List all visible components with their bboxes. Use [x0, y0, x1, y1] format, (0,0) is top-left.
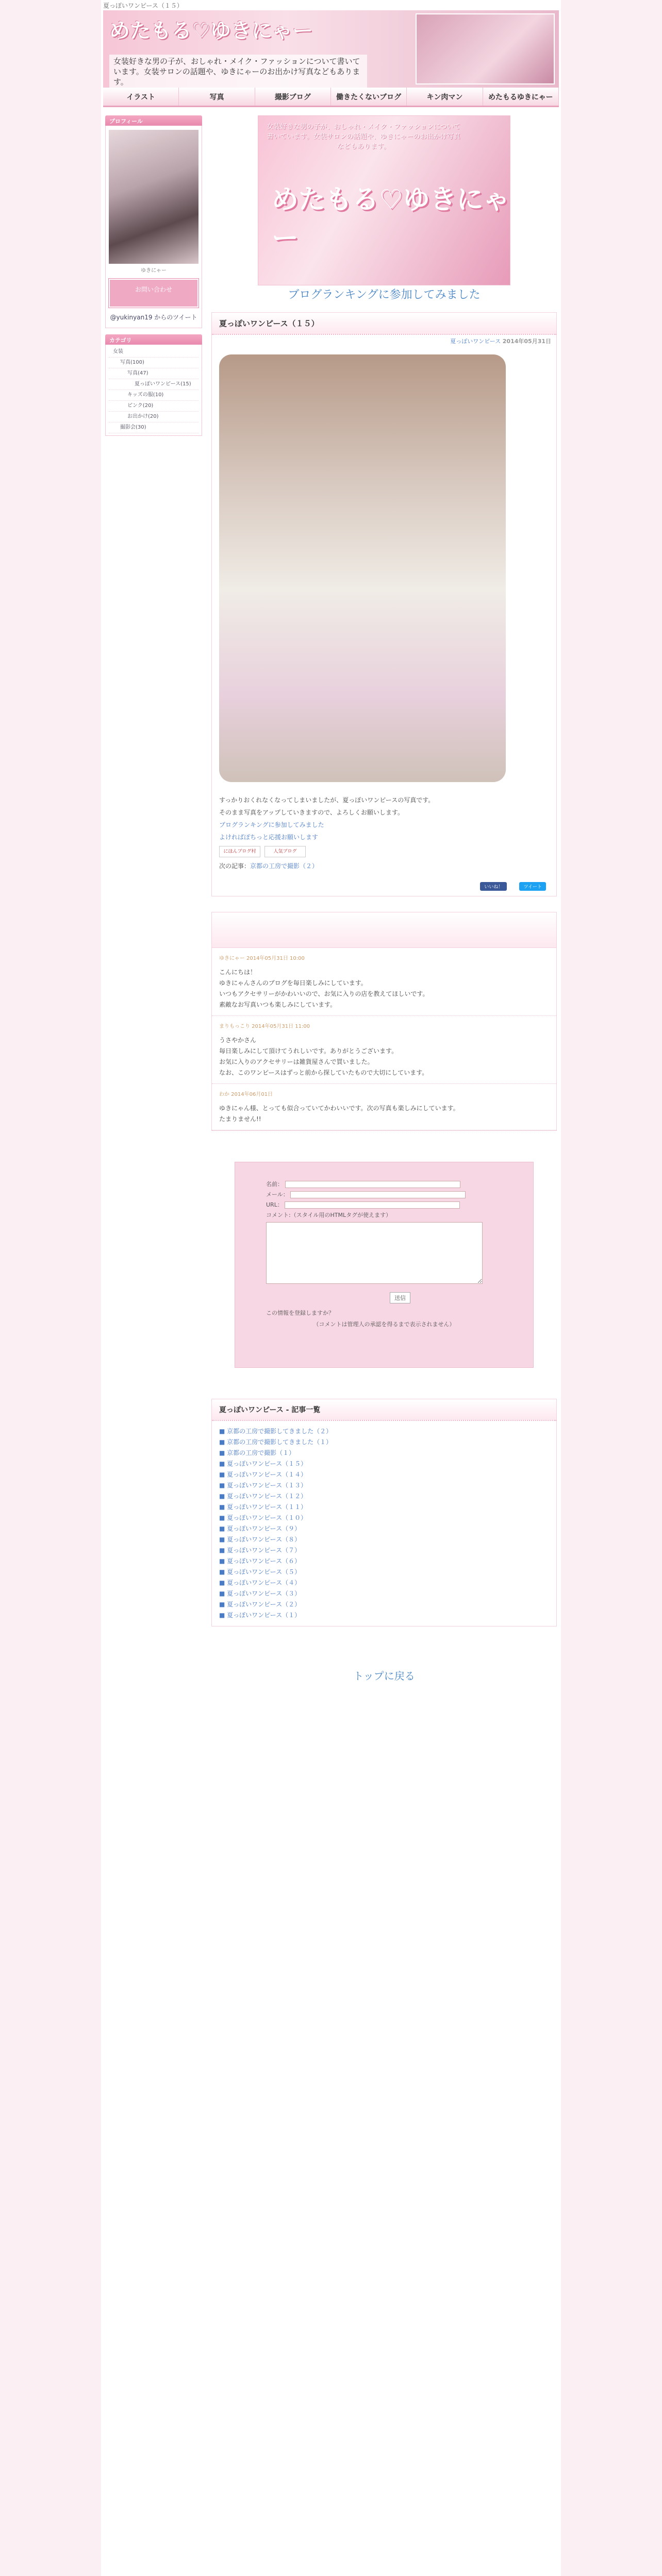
ranking-banner[interactable]: 人気ブログ: [264, 846, 306, 857]
contact-button[interactable]: お問い合わせ: [109, 279, 198, 308]
global-nav: [103, 88, 559, 107]
related-article-link[interactable]: ■ 京都の工房で撮影してきました（１）: [219, 1438, 333, 1446]
category-item[interactable]: ピンク(20): [109, 401, 198, 412]
mail-field[interactable]: [290, 1191, 466, 1198]
comment-text: なお、このワンピースはずっと前から探していたもので大切にしています。: [219, 1069, 428, 1076]
comment-form: [235, 1162, 534, 1368]
comment-text: 毎日楽しみにして頂けてうれしいです。ありがとうございます。: [219, 1047, 398, 1055]
ranking-banner[interactable]: にほんブログ村: [219, 846, 260, 857]
ranking-text[interactable]: よければぽちっと応援お願いします: [219, 834, 319, 841]
related-article-link[interactable]: ■ 夏っぽいワンピース（７）: [219, 1547, 301, 1554]
article-text: そのまま写真をアップしていきますので、よろしくお願いします。: [219, 809, 404, 816]
comment-text: ゆきにゃん様、とっても似合っていてかわいいです。次の写真も楽しみにしています。: [219, 1105, 459, 1112]
comment-text: お気に入りのアクセサリーは雑貨屋さんで買いました。: [219, 1058, 374, 1065]
related-article-link[interactable]: ■ 夏っぽいワンピース（４）: [219, 1579, 301, 1586]
comment: [212, 1084, 556, 1130]
related-article-link[interactable]: ■ 夏っぽいワンピース（１０）: [219, 1514, 307, 1521]
header: [103, 10, 559, 88]
category-item[interactable]: 女装: [109, 347, 198, 358]
related-article-link[interactable]: ■ 夏っぽいワンピース（３）: [219, 1590, 301, 1597]
related-title: 夏っぽいワンピース - 記事一覧: [212, 1399, 556, 1421]
related-article-link[interactable]: ■ 京都の工房で撮影してきました（２）: [219, 1428, 333, 1435]
facebook-like-button[interactable]: いいね！: [480, 882, 507, 891]
related-articles: [211, 1399, 557, 1626]
comment-text: うさやかさん: [219, 1037, 257, 1044]
related-article-link[interactable]: ■ 夏っぽいワンピース（９）: [219, 1525, 301, 1532]
nav-item[interactable]: イラスト: [103, 88, 179, 106]
related-article-link[interactable]: ■ 夏っぽいワンピース（２）: [219, 1601, 301, 1608]
comment-text: たまりません!!: [219, 1115, 261, 1123]
related-article-link[interactable]: ■ 夏っぽいワンピース（１４）: [219, 1471, 307, 1478]
banner-caption[interactable]: ブログランキングに参加してみました: [288, 289, 481, 301]
comment-textarea[interactable]: [266, 1222, 483, 1284]
category-box: [105, 334, 202, 436]
comment-author: まりもっこり 2014年05月31日 11:00: [219, 1024, 310, 1029]
ranking-text[interactable]: ブログランキングに参加してみました: [219, 821, 324, 828]
category-item[interactable]: 夏っぽいワンピース(15): [109, 379, 198, 390]
article-text: すっかりおくれなくなってしまいましたが、夏っぽいワンピースの写真です。: [219, 796, 435, 804]
comment-text: ゆきにゃんさんのブログを毎日楽しみにしています。: [219, 979, 367, 987]
profile-caption: ゆきにゃー: [141, 268, 167, 274]
site-logo[interactable]: めたもる♡ゆきにゃー: [109, 19, 313, 43]
article-category-link[interactable]: 夏っぽいワンピース: [450, 338, 501, 345]
related-article-link[interactable]: ■ 夏っぽいワンピース（１５）: [219, 1460, 307, 1467]
profile-photo: [109, 130, 198, 264]
nav-item[interactable]: 撮影ブログ: [255, 88, 331, 106]
main-content: [211, 115, 557, 1683]
article-photo[interactable]: [219, 354, 506, 782]
category-item[interactable]: お出かけ(20): [109, 412, 198, 422]
salon-banner[interactable]: [258, 115, 510, 285]
remember-label[interactable]: この情報を登録しますか？: [266, 1310, 334, 1316]
related-article-link[interactable]: ■ 夏っぽいワンピース（１）: [219, 1612, 301, 1619]
name-label: 名前：: [266, 1180, 502, 1188]
related-article-link[interactable]: ■ 夏っぽいワンピース（５）: [219, 1568, 301, 1575]
related-article-link[interactable]: ■ 夏っぽいワンピース（１２）: [219, 1493, 307, 1500]
related-article-link[interactable]: ■ 京都の工房で撮影（１）: [219, 1449, 295, 1456]
article: 夏っぽいワンピース（１５） 夏っぽいワンピース 2014年05月31日 すっかりおくれなくなってしまいましたが、夏っぽいワンピースの写真です。 そのまま写真をアップしていきますので、よろしくお願いします。 ブログランキングに参加してみました よければぽちっと応援お願いします にほんブログ村 人気ブログ 次の記事：京都の工房で撮影（２） いいね！ ツイート: [211, 312, 557, 896]
tweet-button[interactable]: ツイート: [519, 882, 546, 891]
comment-author: わか 2014年06月01日: [219, 1092, 273, 1097]
banner-text: 女装好きな男の子が、おしゃれ・メイク・ファッションについて書いています。女装サロンの話題や、ゆきにゃーのお出かけ写真などもあります。: [267, 123, 460, 150]
related-article-link[interactable]: ■ 夏っぽいワンピース（６）: [219, 1557, 301, 1565]
next-label: 次の記事: [219, 862, 244, 870]
comment-text: いつもアクセサリーがかわいいので、お気に入りの店を教えてほしいです。: [219, 990, 429, 997]
comment-text: こんにちは！: [219, 969, 257, 976]
sidebar: [105, 115, 202, 442]
nav-item[interactable]: めたもるゆきにゃー: [483, 88, 559, 106]
url-field[interactable]: [285, 1201, 460, 1209]
related-article-link[interactable]: ■ 夏っぽいワンピース（１１）: [219, 1503, 307, 1511]
form-note: （コメントは管理人の承認を得るまで表示されません）: [313, 1321, 455, 1328]
article-date: 2014年05月31日: [502, 338, 551, 345]
site-description: 女装好きな男の子が、おしゃれ・メイク・ファッションについて書いています。女装サロンの話題や、ゆきにゃーのお出かけ写真などもあります。: [109, 55, 367, 88]
comment-author: ゆきにゃー 2014年05月31日 10:00: [219, 956, 305, 961]
page: [101, 0, 561, 2576]
nav-item[interactable]: 働きたくないブログ: [331, 88, 407, 106]
next-article-link[interactable]: 京都の工房で撮影（２）: [250, 862, 319, 870]
related-article-link[interactable]: ■ 夏っぽいワンピース（８）: [219, 1536, 301, 1543]
related-article-link[interactable]: ■ 夏っぽいワンピース（１３）: [219, 1482, 307, 1489]
category-heading: カテゴリ: [105, 334, 202, 345]
category-item[interactable]: 撮影会(30): [109, 422, 198, 433]
nav-item[interactable]: 写真: [179, 88, 255, 106]
header-photo: [416, 13, 555, 84]
category-item[interactable]: 写真(100): [109, 358, 198, 368]
url-label: URL：: [266, 1200, 502, 1209]
profile-box: [105, 115, 202, 328]
back-to-top-link[interactable]: トップに戻る: [353, 1670, 415, 1682]
category-item[interactable]: 写真(47): [109, 368, 198, 379]
name-field[interactable]: [285, 1181, 460, 1188]
profile-heading: プロフィール: [105, 115, 202, 126]
mail-label: メール：: [266, 1190, 502, 1198]
category-list: [105, 345, 202, 436]
nav-item[interactable]: キン肉マン: [407, 88, 483, 106]
comment: [212, 1016, 556, 1084]
comments-header: [211, 912, 557, 948]
twitter-link[interactable]: @yukinyan19 からのツイート: [110, 314, 197, 321]
page-title: 夏っぽいワンピース（１５）: [103, 2, 183, 9]
banner-title: めたもる♡ゆきにゃー: [272, 184, 510, 254]
comment-list: [211, 948, 557, 1131]
category-item[interactable]: キッズの服(10): [109, 390, 198, 401]
comment: [212, 948, 556, 1016]
article-meta: [212, 335, 556, 347]
article-title: 夏っぽいワンピース（１５）: [212, 313, 556, 335]
submit-button[interactable]: 送信: [390, 1292, 410, 1303]
comment-text: 素敵なお写真いつも楽しみにしています。: [219, 1001, 337, 1008]
comment-label: コメント:（スタイル用のHTMLタグが使えます）: [266, 1212, 392, 1218]
